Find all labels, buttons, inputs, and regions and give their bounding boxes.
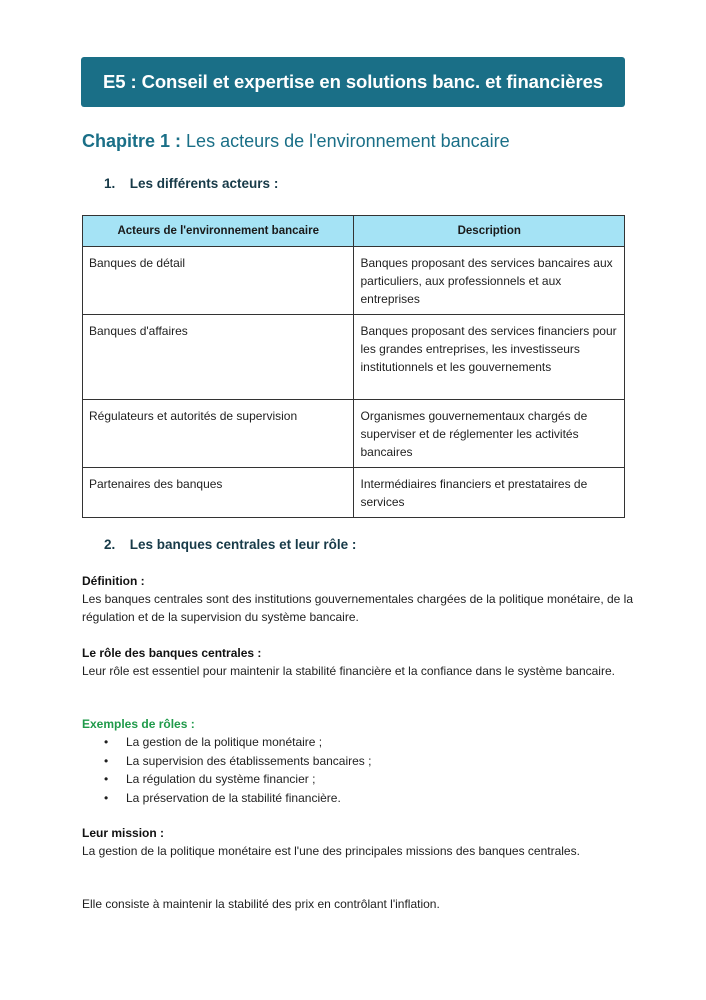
definition-block	[82, 572, 642, 626]
chapter-title: Les acteurs de l'environnement bancaire	[186, 131, 510, 151]
table-cell-description: Organismes gouvernementaux chargés de superviser et de réglementer les activités bancaires	[354, 400, 625, 468]
bullet-icon: •	[104, 772, 109, 786]
mission-label: Leur mission :	[82, 826, 165, 840]
bullet-icon: •	[104, 790, 109, 805]
page-title-banner: E5 : Conseil et expertise en solutions banc. et financières	[81, 57, 625, 107]
section-heading-actors	[104, 176, 278, 191]
list-item	[82, 770, 371, 789]
list-item-text: La supervision des établissements bancaires ;	[126, 753, 372, 768]
table-header-cell: Acteurs de l'environnement bancaire	[83, 216, 354, 247]
section-heading-central-banks	[104, 537, 356, 552]
table-row	[83, 247, 625, 315]
role-label: Le rôle des banques centrales :	[82, 646, 262, 660]
mission-text-2: Elle consiste à maintenir la stabilité des prix en contrôlant l'inflation.	[82, 897, 440, 911]
bullet-icon: •	[104, 753, 109, 768]
table-row	[83, 315, 625, 400]
table-cell-description: Banques proposant des services financiers pour les grandes entreprises, les investisseurs institutionnels et les gouvernements	[354, 315, 625, 400]
section-number: 1.	[104, 176, 116, 191]
table-cell-actor: Régulateurs et autorités de supervision	[83, 400, 354, 468]
chapter-label: Chapitre 1 :	[82, 131, 182, 151]
list-item-text: La gestion de la politique monétaire ;	[126, 735, 323, 749]
mission-block	[82, 824, 602, 860]
table-cell-description: Banques proposant des services bancaires aux particuliers, aux professionnels et aux entreprises	[354, 247, 625, 315]
list-item	[82, 733, 371, 752]
role-block	[82, 644, 642, 680]
role-text: Leur rôle est essentiel pour maintenir la stabilité financière et la confiance dans le système bancaire.	[82, 664, 615, 678]
examples-list	[82, 733, 371, 807]
section-title: Les banques centrales et leur rôle :	[129, 537, 357, 552]
mission-text: La gestion de la politique monétaire est l'une des principales missions des banques centrales.	[82, 844, 580, 858]
actors-table	[82, 215, 625, 518]
table-cell-description: Intermédiaires financiers et prestataires de services	[354, 468, 625, 518]
table-row	[83, 400, 625, 468]
examples-label: Exemples de rôles :	[82, 717, 195, 731]
table-row	[83, 468, 625, 518]
list-item	[82, 789, 371, 808]
table-header-row	[83, 216, 625, 247]
list-item-text: La préservation de la stabilité financière.	[126, 790, 341, 805]
bullet-icon: •	[104, 735, 109, 749]
list-item-text: La régulation du système financier ;	[126, 772, 316, 786]
table-cell-actor: Partenaires des banques	[83, 468, 354, 518]
chapter-heading	[82, 131, 510, 152]
section-title: Les différents acteurs :	[129, 176, 279, 191]
table-header-cell: Description	[354, 216, 625, 247]
definition-label: Définition :	[82, 574, 145, 588]
table-cell-actor: Banques de détail	[83, 247, 354, 315]
list-item	[82, 752, 371, 771]
definition-text: Les banques centrales sont des institutions gouvernementales chargées de la politique monétaire, de la régulation et de la supervision du système bancaire.	[82, 592, 634, 624]
examples-block	[82, 715, 642, 733]
section-number: 2.	[104, 537, 116, 552]
table-cell-actor: Banques d'affaires	[83, 315, 354, 400]
